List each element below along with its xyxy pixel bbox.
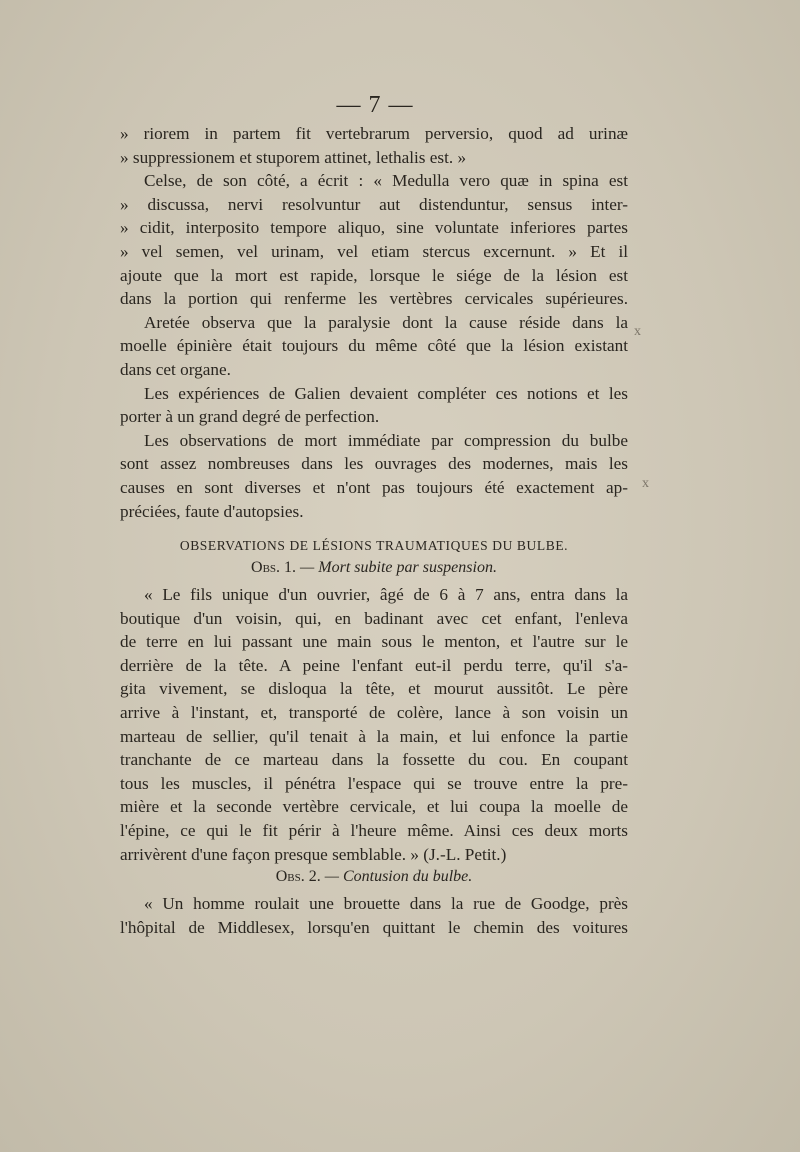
text-line: marteau de sellier, qu'il tenait à la main, et lui enfonce la partie <box>120 726 628 746</box>
text-line: tranchante de ce marteau dans la fossette du cou. En coupant <box>120 750 628 770</box>
text-line: » discussa, nervi resolvuntur aut distenduntur, sensus inter- <box>120 194 628 214</box>
text-line: sont assez nombreuses dans les ouvrages des modernes, mais les <box>120 454 628 474</box>
body-text <box>120 122 628 939</box>
text-line: Aretée observa que la paralysie dont la cause réside dans la <box>144 312 628 332</box>
text-line: boutique d'un voisin, qui, en badinant avec cet enfant, l'enleva <box>120 608 628 628</box>
observation-label: Obs. 2. <box>275 868 321 886</box>
text-line: dans cet organe. <box>120 359 231 379</box>
text-line: » riorem in partem fit vertebrarum perversio, quod ad urinæ <box>120 124 628 143</box>
text-line: moelle épinière était toujours du même côté que la lésion existant <box>120 336 628 356</box>
text-line: de terre en lui passant une main sous le menton, et l'autre sur le <box>120 632 628 652</box>
text-line: arrive à l'instant, et, transporté de colère, lance à son voisin un <box>120 703 628 723</box>
text-line: mière et la seconde vertèbre cervicale, et lui coupa la moelle de <box>120 797 628 817</box>
text-line: Les expériences de Galien devaient compléter ces notions et les <box>144 383 628 403</box>
section-heading: OBSERVATIONS DE LÉSIONS TRAUMATIQUES DU BULBE. <box>179 538 569 554</box>
observation-heading <box>120 557 628 579</box>
text-line: tous les muscles, il pénétra l'espace qui se trouve entre la pre- <box>120 773 628 793</box>
text-line: causes en sont diverses et n'ont pas toujours été exactement ap- <box>120 477 628 497</box>
observation-heading <box>120 866 628 888</box>
text-line: dans la portion qui renferme les vertèbres cervicales supérieures. <box>120 289 628 309</box>
margin-mark: x <box>642 476 649 491</box>
text-line: « Un homme roulait une brouette dans la rue de Goodge, près <box>144 894 628 914</box>
page-number: — 7 — <box>336 92 414 118</box>
text-line: préciées, faute d'autopsies. <box>120 501 304 521</box>
margin-mark: x <box>634 324 641 339</box>
text-line: l'épine, ce qui le fit périr à l'heure même. Ainsi ces deux morts <box>120 821 628 841</box>
text-line: « Le fils unique d'un ouvrier, âgé de 6 à 7 ans, entra dans la <box>144 585 628 605</box>
text-line: arrivèrent d'une façon presque semblable. » (J.-L. Petit.) <box>120 844 507 864</box>
text-line: Les observations de mort immédiate par compression du bulbe <box>144 430 628 450</box>
text-line: » suppressionem et stuporem attinet, lethalis est. » <box>120 147 467 167</box>
text-line: derrière de la tête. A peine l'enfant eut-il perdu terre, qu'il s'a- <box>120 655 628 675</box>
text-line: ajoute que la mort est rapide, lorsque le siége de la lésion est <box>120 265 628 285</box>
text-line: l'hôpital de Middlesex, lorsqu'en quittant le chemin des voitures <box>120 917 628 937</box>
observation-title: — Contusion du bulbe. <box>324 868 473 886</box>
observation-title: — Mort subite par suspension. <box>300 559 497 577</box>
observation-label: Obs. 1. <box>251 559 297 577</box>
text-line: » cidit, interposito tempore aliquo, sine voluntate inferiores partes <box>120 218 628 238</box>
text-line: gita vivement, se disloqua la tête, et mourut aussitôt. Le père <box>120 679 628 699</box>
text-line: » vel semen, vel urinam, vel etiam stercus excernunt. » Et il <box>120 241 628 261</box>
text-line: Celse, de son côté, a écrit : « Medulla vero quæ in spina est <box>144 171 628 191</box>
text-line: porter à un grand degré de perfection. <box>120 407 380 427</box>
